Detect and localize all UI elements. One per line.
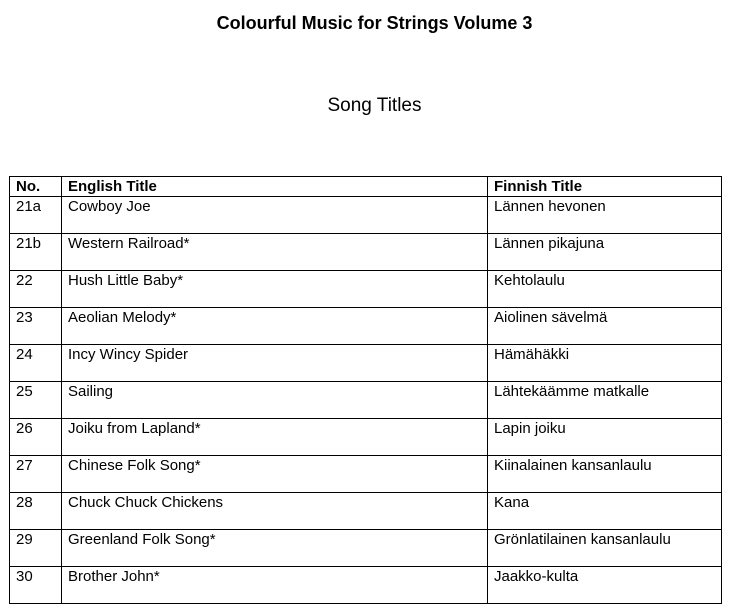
song-number: 24 (10, 345, 62, 382)
finnish-title: Grönlatilainen kansanlaulu (488, 530, 722, 567)
finnish-title: Lännen hevonen (488, 197, 722, 234)
english-title: Brother John* (62, 567, 488, 604)
document-title: Colourful Music for Strings Volume 3 (216, 13, 533, 33)
song-number: 21a (10, 197, 62, 234)
finnish-title: Lapin joiku (488, 419, 722, 456)
finnish-title: Lännen pikajuna (488, 234, 722, 271)
table-row (10, 308, 722, 345)
table-row (10, 197, 722, 234)
english-title: Chuck Chuck Chickens (62, 493, 488, 530)
english-title: Incy Wincy Spider (62, 345, 488, 382)
song-number: 23 (10, 308, 62, 345)
header-english-title: English Title (62, 177, 488, 197)
table-header-row (10, 177, 722, 197)
song-number: 26 (10, 419, 62, 456)
song-titles-table (9, 176, 722, 604)
song-number: 25 (10, 382, 62, 419)
finnish-title: Lähtekäämme matkalle (488, 382, 722, 419)
song-number: 27 (10, 456, 62, 493)
english-title: Western Railroad* (62, 234, 488, 271)
table-row (10, 530, 722, 567)
song-number: 21b (10, 234, 62, 271)
english-title: Sailing (62, 382, 488, 419)
english-title: Greenland Folk Song* (62, 530, 488, 567)
finnish-title: Jaakko-kulta (488, 567, 722, 604)
table-row (10, 234, 722, 271)
table-row (10, 419, 722, 456)
english-title: Chinese Folk Song* (62, 456, 488, 493)
english-title: Hush Little Baby* (62, 271, 488, 308)
table-row (10, 493, 722, 530)
english-title: Joiku from Lapland* (62, 419, 488, 456)
table-row (10, 567, 722, 604)
table-row (10, 271, 722, 308)
finnish-title: Kana (488, 493, 722, 530)
song-number: 28 (10, 493, 62, 530)
header-finnish-title: Finnish Title (488, 177, 722, 197)
song-number: 29 (10, 530, 62, 567)
document-subtitle: Song Titles (327, 95, 422, 116)
english-title: Cowboy Joe (62, 197, 488, 234)
finnish-title: Aiolinen sävelmä (488, 308, 722, 345)
table-row (10, 382, 722, 419)
header-no: No. (10, 177, 62, 197)
finnish-title: Kehtolaulu (488, 271, 722, 308)
finnish-title: Kiinalainen kansanlaulu (488, 456, 722, 493)
english-title: Aeolian Melody* (62, 308, 488, 345)
song-number: 22 (10, 271, 62, 308)
table-row (10, 456, 722, 493)
finnish-title: Hämähäkki (488, 345, 722, 382)
table-row (10, 345, 722, 382)
song-number: 30 (10, 567, 62, 604)
